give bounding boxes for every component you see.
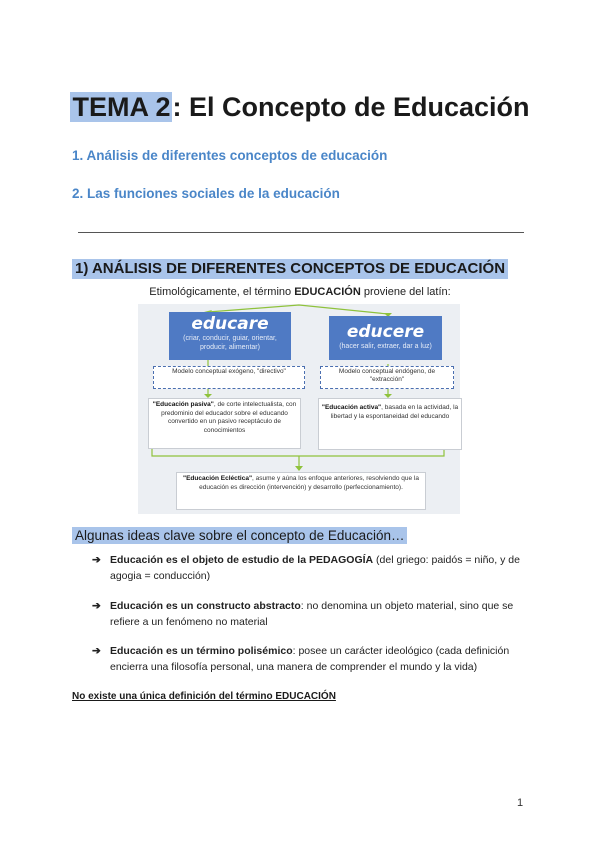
- page-number: 1: [517, 797, 524, 809]
- model-right-box: Modelo conceptual endógeno, de "extracción": [320, 366, 454, 389]
- pasiva-box: [148, 398, 301, 449]
- activa-text: , basada en la actividad, la libertad y la espontaneidad del educando: [330, 404, 459, 420]
- title-highlight: TEMA 2: [72, 92, 171, 122]
- bullet-text: : no denomina un objeto material, sino que se refiere a un fenómeno no material: [110, 600, 514, 628]
- arrow-icon: ➔: [92, 554, 101, 566]
- bullet-bold: Educación es un constructo abstracto: [110, 600, 301, 612]
- etymology-line: [0, 286, 600, 298]
- list-item: [92, 552, 528, 584]
- educare-box: [169, 312, 291, 360]
- bullet-text: : posee un carácter ideológico (cada definición encierra una filosofía personal, una manera de comprender el mundo y la vida): [110, 645, 510, 673]
- etymology-pre: Etimológicamente, el término: [149, 286, 295, 298]
- list-item: [92, 598, 528, 630]
- bullet-bold: Educación es un término polisémico: [110, 645, 293, 657]
- bullet-text: (del griego: paidós = niño, y de agogia = conducción): [110, 554, 520, 582]
- divider: [78, 232, 524, 233]
- pasiva-text: , de corte intelectualista, con predominio del educador sobre el educando convertido en un pasivo receptáculo de conocimientos: [161, 401, 297, 434]
- no-definition-note: No existe una única definición del término EDUCACIÓN: [72, 691, 336, 702]
- activa-box: [318, 398, 462, 450]
- educare-meaning: (criar, conducir, guiar, orientar, producir, alimentar): [183, 335, 277, 351]
- eclectica-text: , asume y aúna los enfoque anteriores, resolviendo que la educación es dirección (intervención) y desarrollo (perfeccionamiento).: [199, 475, 419, 491]
- educere-box: [329, 316, 442, 360]
- pasiva-bold: "Educación pasiva": [152, 401, 214, 408]
- activa-bold: "Educación activa": [321, 404, 382, 411]
- ideas-heading: Algunas ideas clave sobre el concepto de Educación…: [72, 527, 407, 544]
- educare-word: educare: [191, 314, 269, 334]
- etymology-post: proviene del latín:: [360, 286, 451, 298]
- etymology-diagram: [138, 304, 460, 514]
- etymology-bold: EDUCACIÓN: [294, 286, 361, 298]
- educere-meaning: (hacer salir, extraer, dar a luz): [339, 343, 432, 350]
- section-heading: 1) ANÁLISIS DE DIFERENTES CONCEPTOS DE EDUCACIÓN: [72, 259, 508, 279]
- eclectica-bold: "Educación Ecléctica": [183, 475, 253, 482]
- arrow-icon: ➔: [92, 645, 101, 657]
- arrow-icon: ➔: [92, 600, 101, 612]
- educere-word: educere: [346, 322, 425, 342]
- toc-item-2[interactable]: 2. Las funciones sociales de la educación: [72, 186, 340, 201]
- list-item: [92, 643, 528, 675]
- title-rest: : El Concepto de Educación: [172, 92, 530, 122]
- model-left-box: Modelo conceptual exógeno, "directivo": [153, 366, 305, 389]
- toc-item-1[interactable]: 1. Análisis de diferentes conceptos de educación: [72, 148, 388, 163]
- eclectica-box: [176, 472, 426, 510]
- page-title: [0, 92, 600, 123]
- bullet-bold: Educación es el objeto de estudio de la PEDAGOGÍA: [110, 554, 374, 566]
